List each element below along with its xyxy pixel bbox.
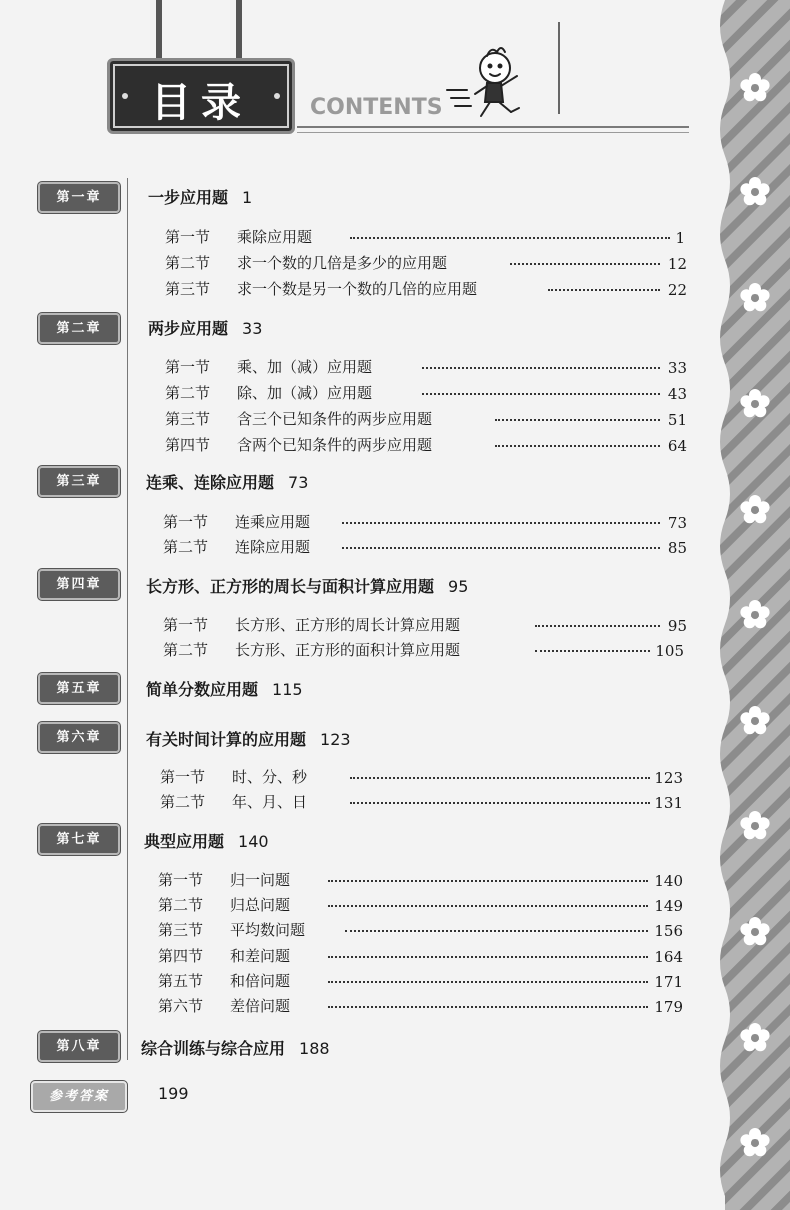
chapter-tab[interactable]: 第一章 [38, 182, 120, 213]
chapter-title-text: 一步应用题 [148, 188, 229, 207]
section-page: 51 [667, 411, 687, 429]
chapter-page: 1 [242, 188, 253, 207]
section-entry[interactable] [158, 995, 290, 1016]
section-title: 乘除应用题 [237, 228, 313, 246]
chapter-page: 33 [242, 319, 263, 338]
section-number: 第一节 [165, 228, 211, 246]
section-page: 149 [654, 897, 683, 915]
section-entry[interactable] [158, 869, 290, 890]
section-number: 第二节 [165, 254, 211, 272]
chapter-page: 73 [288, 473, 309, 492]
toc-vertical-rule [127, 178, 128, 1060]
leader-dots [350, 235, 670, 239]
chapter-title[interactable] [141, 1036, 330, 1059]
section-number: 第一节 [160, 768, 206, 786]
section-number: 第一节 [165, 358, 211, 376]
section-number: 第二节 [158, 896, 204, 914]
section-number: 第三节 [165, 280, 211, 298]
chapter-title[interactable] [146, 727, 351, 750]
chapter-tab[interactable]: 第六章 [38, 722, 120, 753]
leader-dots [328, 979, 648, 983]
section-page: 179 [654, 998, 683, 1016]
section-title: 归总问题 [230, 896, 291, 914]
section-title: 连除应用题 [235, 538, 311, 556]
section-page: 131 [654, 794, 683, 812]
chapter-page: 188 [299, 1039, 330, 1058]
section-page: 64 [667, 437, 687, 455]
section-entry[interactable] [163, 511, 310, 532]
leader-dots [422, 365, 660, 369]
chapter-tab[interactable]: 第五章 [38, 673, 120, 704]
leader-dots [328, 878, 648, 882]
section-title: 乘、加（减）应用题 [237, 358, 373, 376]
section-entry[interactable] [158, 894, 290, 915]
leader-dots [342, 545, 660, 549]
leader-dots [328, 954, 648, 958]
chapter-title[interactable] [146, 677, 303, 700]
section-entry[interactable] [165, 382, 372, 403]
section-entry[interactable] [163, 614, 460, 635]
section-entry[interactable] [165, 278, 477, 299]
section-title: 求一个数的几倍是多少的应用题 [237, 254, 448, 272]
chapter-tab[interactable]: 第二章 [38, 313, 120, 344]
page-title: 目录 [151, 80, 251, 126]
leader-dots [342, 520, 660, 524]
answers-page[interactable]: 199 [158, 1084, 189, 1103]
section-title: 差倍问题 [230, 997, 291, 1015]
section-title: 和差问题 [230, 947, 291, 965]
section-number: 第三节 [158, 921, 204, 939]
leader-dots [535, 648, 650, 652]
section-entry[interactable] [165, 356, 372, 377]
chapter-title-text: 长方形、正方形的周长与面积计算应用题 [146, 577, 435, 596]
chapter-tab[interactable]: 第四章 [38, 569, 120, 600]
section-number: 第三节 [165, 410, 211, 428]
leader-dots [350, 800, 650, 804]
section-title: 年、月、日 [232, 793, 308, 811]
chapter-title[interactable] [148, 185, 252, 208]
sign-post-right [236, 0, 242, 60]
leader-dots [422, 391, 660, 395]
section-number: 第五节 [158, 972, 204, 990]
section-number: 第二节 [165, 384, 211, 402]
section-page: 22 [667, 281, 687, 299]
chapter-title-text: 简单分数应用题 [146, 680, 259, 699]
section-page: 156 [654, 922, 683, 940]
section-page: 105 [655, 642, 684, 660]
section-entry[interactable] [160, 766, 307, 787]
chapter-title-text: 连乘、连除应用题 [146, 473, 275, 492]
leader-dots [345, 928, 648, 932]
section-entry[interactable] [165, 252, 447, 273]
section-page: 95 [667, 617, 687, 635]
chapter-page: 95 [448, 577, 469, 596]
header-divider [558, 22, 560, 114]
leader-dots [328, 1004, 648, 1008]
section-number: 第四节 [158, 947, 204, 965]
section-number: 第一节 [163, 513, 209, 531]
section-page: 164 [654, 948, 683, 966]
section-number: 第一节 [163, 616, 209, 634]
section-number: 第一节 [158, 871, 204, 889]
section-number: 第二节 [163, 538, 209, 556]
chapter-page: 140 [238, 832, 269, 851]
leader-dots [328, 903, 648, 907]
chapter-title[interactable] [146, 574, 468, 597]
section-title: 求一个数是另一个数的几倍的应用题 [237, 280, 478, 298]
section-title: 和倍问题 [230, 972, 291, 990]
chapter-title[interactable] [148, 316, 262, 339]
chapter-title[interactable] [144, 829, 269, 852]
section-title: 除、加（减）应用题 [237, 384, 373, 402]
section-title: 长方形、正方形的面积计算应用题 [235, 641, 461, 659]
section-entry[interactable] [165, 226, 312, 247]
contents-subtitle: CONTENTS [310, 95, 443, 120]
section-title: 含两个已知条件的两步应用题 [237, 436, 433, 454]
section-entry[interactable] [163, 639, 460, 660]
sign-post-left [156, 0, 162, 60]
section-title: 归一问题 [230, 871, 291, 889]
chapter-title-text: 有关时间计算的应用题 [146, 730, 307, 749]
section-entry[interactable] [163, 536, 310, 557]
section-title: 长方形、正方形的周长计算应用题 [235, 616, 461, 634]
answers-tab[interactable]: 参考答案 [31, 1081, 127, 1112]
section-title: 含三个已知条件的两步应用题 [237, 410, 433, 428]
section-page: 123 [654, 769, 683, 787]
leader-dots [495, 443, 660, 447]
chapter-tab[interactable]: 第三章 [38, 466, 120, 497]
section-page: 140 [654, 872, 683, 890]
chapter-title-text: 典型应用题 [144, 832, 225, 851]
chapter-title-text: 综合训练与综合应用 [141, 1039, 286, 1058]
section-number: 第四节 [165, 436, 211, 454]
section-entry[interactable] [165, 408, 432, 429]
header-rule [297, 126, 689, 133]
section-page: 85 [667, 539, 687, 557]
section-page: 1 [675, 229, 685, 247]
decorative-border-strip [705, 0, 790, 1210]
leader-dots [350, 775, 650, 779]
section-entry[interactable] [165, 434, 432, 455]
section-title: 时、分、秒 [232, 768, 308, 786]
section-page: 43 [667, 385, 687, 403]
section-entry[interactable] [158, 945, 290, 966]
section-page: 171 [654, 973, 683, 991]
section-entry[interactable] [158, 919, 305, 940]
leader-dots [495, 417, 660, 421]
section-entry[interactable] [160, 791, 307, 812]
section-number: 第二节 [160, 793, 206, 811]
section-title: 连乘应用题 [235, 513, 311, 531]
section-page: 73 [667, 514, 687, 532]
section-entry[interactable] [158, 970, 290, 991]
section-number: 第六节 [158, 997, 204, 1015]
chapter-title[interactable] [146, 470, 308, 493]
section-title: 平均数问题 [230, 921, 306, 939]
chapter-page: 115 [272, 680, 303, 699]
chapter-page: 123 [320, 730, 351, 749]
section-number: 第二节 [163, 641, 209, 659]
chapter-tab[interactable]: 第八章 [38, 1031, 120, 1062]
chapter-title-text: 两步应用题 [148, 319, 229, 338]
chapter-tab[interactable]: 第七章 [38, 824, 120, 855]
title-sign [107, 58, 295, 134]
section-page: 12 [667, 255, 687, 273]
running-boy-icon [445, 42, 535, 122]
section-page: 33 [667, 359, 687, 377]
